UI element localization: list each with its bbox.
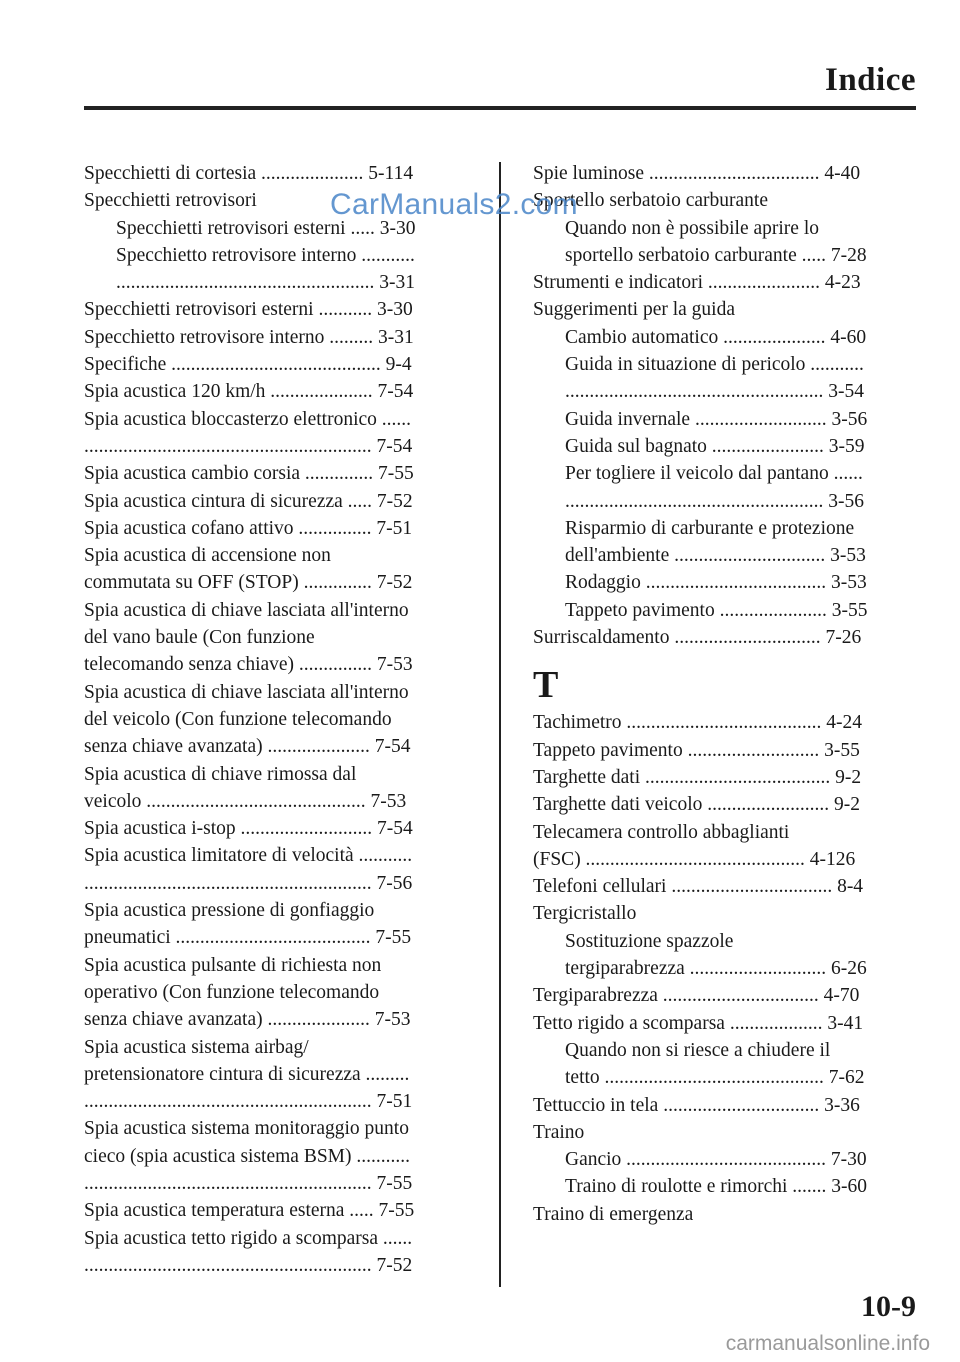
index-entry: Spia acustica temperatura esterna ..... 7-55 bbox=[84, 1200, 415, 1222]
index-entry: Rodaggio ..................................... 3-53 bbox=[565, 572, 867, 594]
index-entry: Surriscaldamento .............................. 7-26 bbox=[533, 627, 862, 649]
index-entry: dell'ambiente ............................... 3-53 bbox=[565, 545, 866, 567]
index-entry: Spia acustica bloccasterzo elettronico ...... bbox=[84, 408, 412, 430]
index-entry: Gancio ......................................... 7-30 bbox=[565, 1149, 867, 1171]
index-entry: Spia acustica limitatore di velocità ........... bbox=[84, 845, 413, 867]
index-entry: sportello serbatoio carburante ..... 7-28 bbox=[565, 244, 867, 266]
index-entry: ........................................................... 7-51 bbox=[84, 1091, 413, 1113]
index-entry: Guida invernale ........................... 3-56 bbox=[565, 408, 868, 430]
index-entry: Telefoni cellulari ................................. 8-4 bbox=[533, 876, 864, 898]
index-entry: Targhette dati veicolo ......................... 9-2 bbox=[533, 794, 860, 816]
page-title: Indice bbox=[824, 62, 916, 98]
index-entry: Quando non è possibile aprire lo bbox=[565, 217, 819, 239]
index-section-s bbox=[533, 160, 915, 651]
index-entry: ..................................................... 3-56 bbox=[565, 490, 864, 512]
index-entry: Spia acustica cofano attivo ............... 7-51 bbox=[84, 517, 413, 539]
index-entry: Tappeto pavimento ........................... 3-55 bbox=[533, 739, 860, 761]
index-entry: del veicolo (Con funzione telecomando bbox=[84, 708, 392, 730]
index-column-left bbox=[84, 160, 466, 1279]
index-entry: Suggerimenti per la guida bbox=[533, 299, 735, 321]
index-entry: Risparmio di carburante e protezione bbox=[565, 517, 855, 539]
index-entry: ........................................................... 7-56 bbox=[84, 872, 413, 894]
index-entry: Specchietti di cortesia ..................... 5-114 bbox=[84, 163, 414, 184]
index-entry: Spia acustica di accensione non bbox=[84, 545, 331, 567]
index-entry: telecomando senza chiave) ............... 7-53 bbox=[84, 654, 413, 676]
index-entry: Guida in situazione di pericolo ........... bbox=[565, 354, 864, 376]
section-letter: T bbox=[533, 664, 559, 707]
index-entry: Targhette dati ...................................... 9-2 bbox=[533, 766, 862, 788]
index-entry: Tetto rigido a scomparsa ................... 3-41 bbox=[533, 1012, 864, 1034]
index-entry: Tergicristallo bbox=[533, 903, 637, 925]
index-entry: Quando non si riesce a chiudere il bbox=[565, 1039, 831, 1061]
index-entry: cieco (spia acustica sistema BSM) ........... bbox=[84, 1145, 411, 1167]
index-entry: Spia acustica sistema monitoraggio punto bbox=[84, 1118, 409, 1140]
index-entry: Tettuccio in tela ................................ 3-36 bbox=[533, 1094, 860, 1116]
index-entry: Tappeto pavimento ...................... 3-55 bbox=[565, 599, 868, 621]
index-entry: Spie luminose ................................... 4-40 bbox=[533, 163, 861, 184]
index-entry: Spia acustica sistema airbag/ bbox=[84, 1036, 309, 1058]
index-entry: ........................................................... 7-54 bbox=[84, 435, 413, 457]
index-entry: ..................................................... 3-54 bbox=[565, 381, 864, 403]
index-entry: Spia acustica 120 km/h ..................... 7-54 bbox=[84, 381, 414, 403]
index-entry: Specchietto retrovisore interno ......... 3-31 bbox=[84, 326, 414, 348]
header-rule bbox=[84, 106, 916, 110]
index-entry: Telecamera controllo abbaglianti bbox=[533, 821, 790, 843]
page-number: 10-9 bbox=[861, 1290, 916, 1323]
index-entry: Guida sul bagnato ....................... 3-59 bbox=[565, 435, 865, 457]
index-entry: Strumenti e indicatori ....................... 4-23 bbox=[533, 272, 861, 294]
index-entry: pretensionatore cintura di sicurezza ......... bbox=[84, 1063, 410, 1085]
index-entry: ........................................................... 7-55 bbox=[84, 1172, 413, 1194]
index-entry: tergiparabrezza ............................ 6-26 bbox=[565, 958, 867, 980]
index-entry: Spia acustica cintura di sicurezza ..... 7-52 bbox=[84, 490, 413, 512]
index-entry: Spia acustica pulsante di richiesta non bbox=[84, 954, 382, 976]
index-entry: pneumatici ........................................ 7-55 bbox=[84, 927, 412, 949]
index-entry: Tergiparabrezza ................................ 4-70 bbox=[533, 985, 860, 1007]
index-entry: Spia acustica i-stop ........................... 7-54 bbox=[84, 818, 413, 840]
index-entry: Spia acustica cambio corsia .............. 7-55 bbox=[84, 463, 414, 485]
index-entry: Spia acustica di chiave lasciata all'interno bbox=[84, 599, 409, 621]
index-entry: Specchietti retrovisori esterni ........... 3-30 bbox=[84, 299, 413, 321]
index-column-right bbox=[533, 160, 915, 1228]
index-entry: Traino bbox=[533, 1121, 585, 1143]
index-entry: veicolo ............................................. 7-53 bbox=[84, 790, 407, 812]
footer-watermark: carmanualsonline.info bbox=[725, 1332, 930, 1355]
index-entry: Traino di emergenza bbox=[533, 1203, 694, 1225]
index-entry: ..................................................... 3-31 bbox=[116, 272, 415, 294]
index-section-t bbox=[533, 709, 915, 1228]
index-entry: senza chiave avanzata) ..................... 7-53 bbox=[84, 1009, 411, 1031]
index-entry: commutata su OFF (STOP) .............. 7-52 bbox=[84, 572, 413, 594]
watermark: CarManuals2.com bbox=[330, 188, 578, 221]
index-entry: Traino di roulotte e rimorchi ....... 3-60 bbox=[565, 1176, 868, 1198]
index-entry: Spia acustica pressione di gonfiaggio bbox=[84, 900, 375, 922]
index-entry: Tachimetro ........................................ 4-24 bbox=[533, 712, 863, 734]
index-entry: Specchietti retrovisori esterni ..... 3-30 bbox=[116, 217, 416, 239]
index-entry: del vano baule (Con funzione bbox=[84, 627, 315, 649]
index-entry: Spia acustica tetto rigido a scomparsa ...... bbox=[84, 1227, 413, 1249]
index-entry: (FSC) ............................................. 4-126 bbox=[533, 848, 856, 870]
index-entry: ........................................................... 7-52 bbox=[84, 1254, 413, 1276]
index-entry: operativo (Con funzione telecomando bbox=[84, 981, 380, 1003]
index-entry: Sostituzione spazzole bbox=[565, 930, 734, 952]
index-entry: Spia acustica di chiave rimossa dal bbox=[84, 763, 357, 785]
index-entry: senza chiave avanzata) ..................... 7-54 bbox=[84, 736, 411, 758]
column-divider bbox=[499, 162, 501, 1287]
index-entry: Sportello serbatoio carburante bbox=[533, 190, 768, 212]
index-entry: Cambio automatico ..................... 4-60 bbox=[565, 326, 867, 348]
index-entry: Per togliere il veicolo dal pantano ...... bbox=[565, 463, 863, 485]
index-entry: Specchietti retrovisori bbox=[84, 190, 257, 212]
index-entry: Specifiche ........................................... 9-4 bbox=[84, 354, 412, 376]
index-entry: Spia acustica di chiave lasciata all'interno bbox=[84, 681, 409, 703]
index-entry: Specchietto retrovisore interno ........... bbox=[116, 244, 415, 266]
index-entry: tetto ............................................. 7-62 bbox=[565, 1067, 865, 1089]
